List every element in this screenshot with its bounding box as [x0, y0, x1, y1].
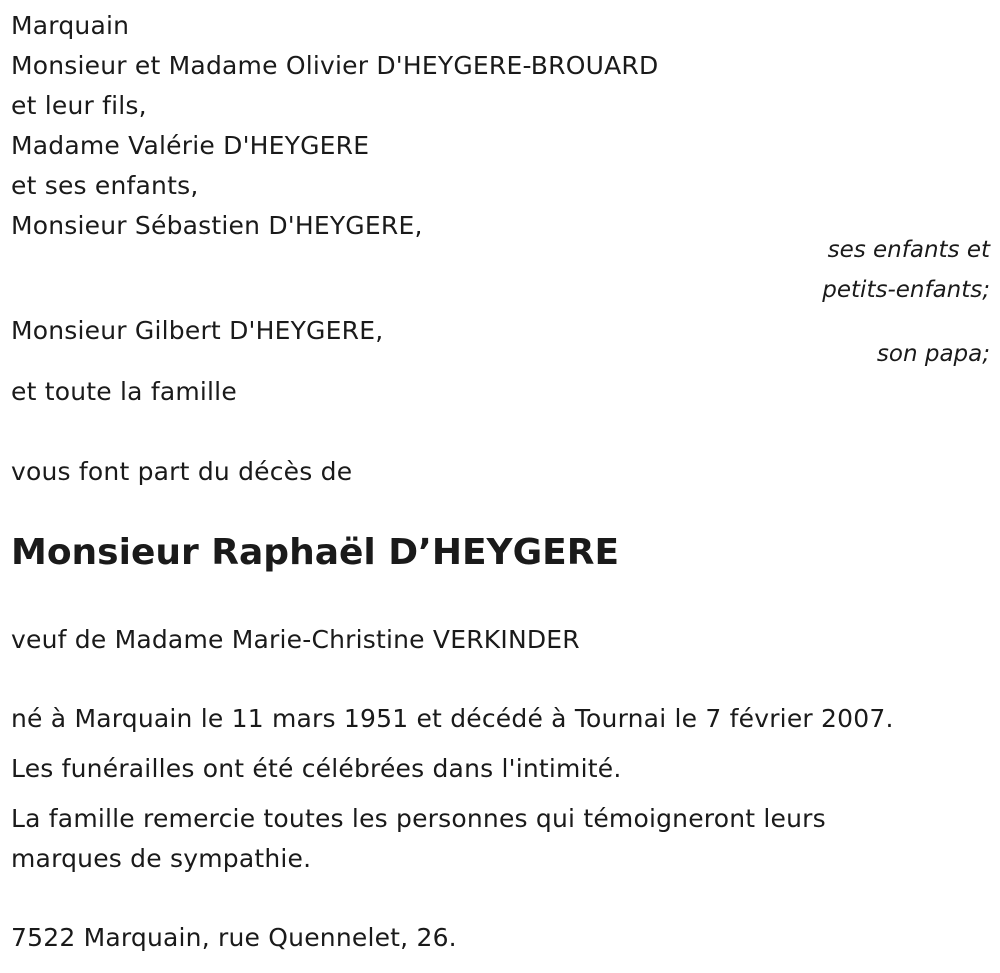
family-member-line: Madame Valérie D'HEYGERE: [11, 131, 370, 160]
relation-children-line2: petits-enfants;: [822, 277, 990, 303]
family-rest: et toute la famille: [11, 377, 237, 406]
relation-father: son papa;: [876, 341, 990, 367]
family-member-line: et leur fils,: [11, 91, 147, 120]
place-text: Marquain: [11, 11, 130, 40]
announcement-text: vous font part du décès de: [11, 457, 353, 486]
address: 7522 Marquain, rue Quennelet, 26.: [11, 923, 457, 952]
family-member-father: Monsieur Gilbert D'HEYGERE,: [11, 316, 384, 345]
family-member-line: Monsieur et Madame Olivier D'HEYGERE-BROUARD: [11, 51, 659, 80]
thanks-line2: marques de sympathie.: [11, 844, 312, 873]
relation-children-line1: ses enfants et: [827, 237, 990, 263]
widower-of: veuf de Madame Marie-Christine VERKINDER: [11, 625, 580, 654]
family-member-line: et ses enfants,: [11, 171, 199, 200]
funeral-info: Les funérailles ont été célébrées dans l'intimité.: [11, 754, 622, 783]
birth-death-dates: né à Marquain le 11 mars 1951 et décédé à Tournai le 7 février 2007.: [11, 704, 894, 733]
thanks-line1: La famille remercie toutes les personnes qui témoigneront leurs: [11, 804, 826, 833]
family-member-line: Monsieur Sébastien D'HEYGERE,: [11, 211, 423, 240]
deceased-name: Monsieur Raphaël D’HEYGERE: [11, 532, 620, 573]
